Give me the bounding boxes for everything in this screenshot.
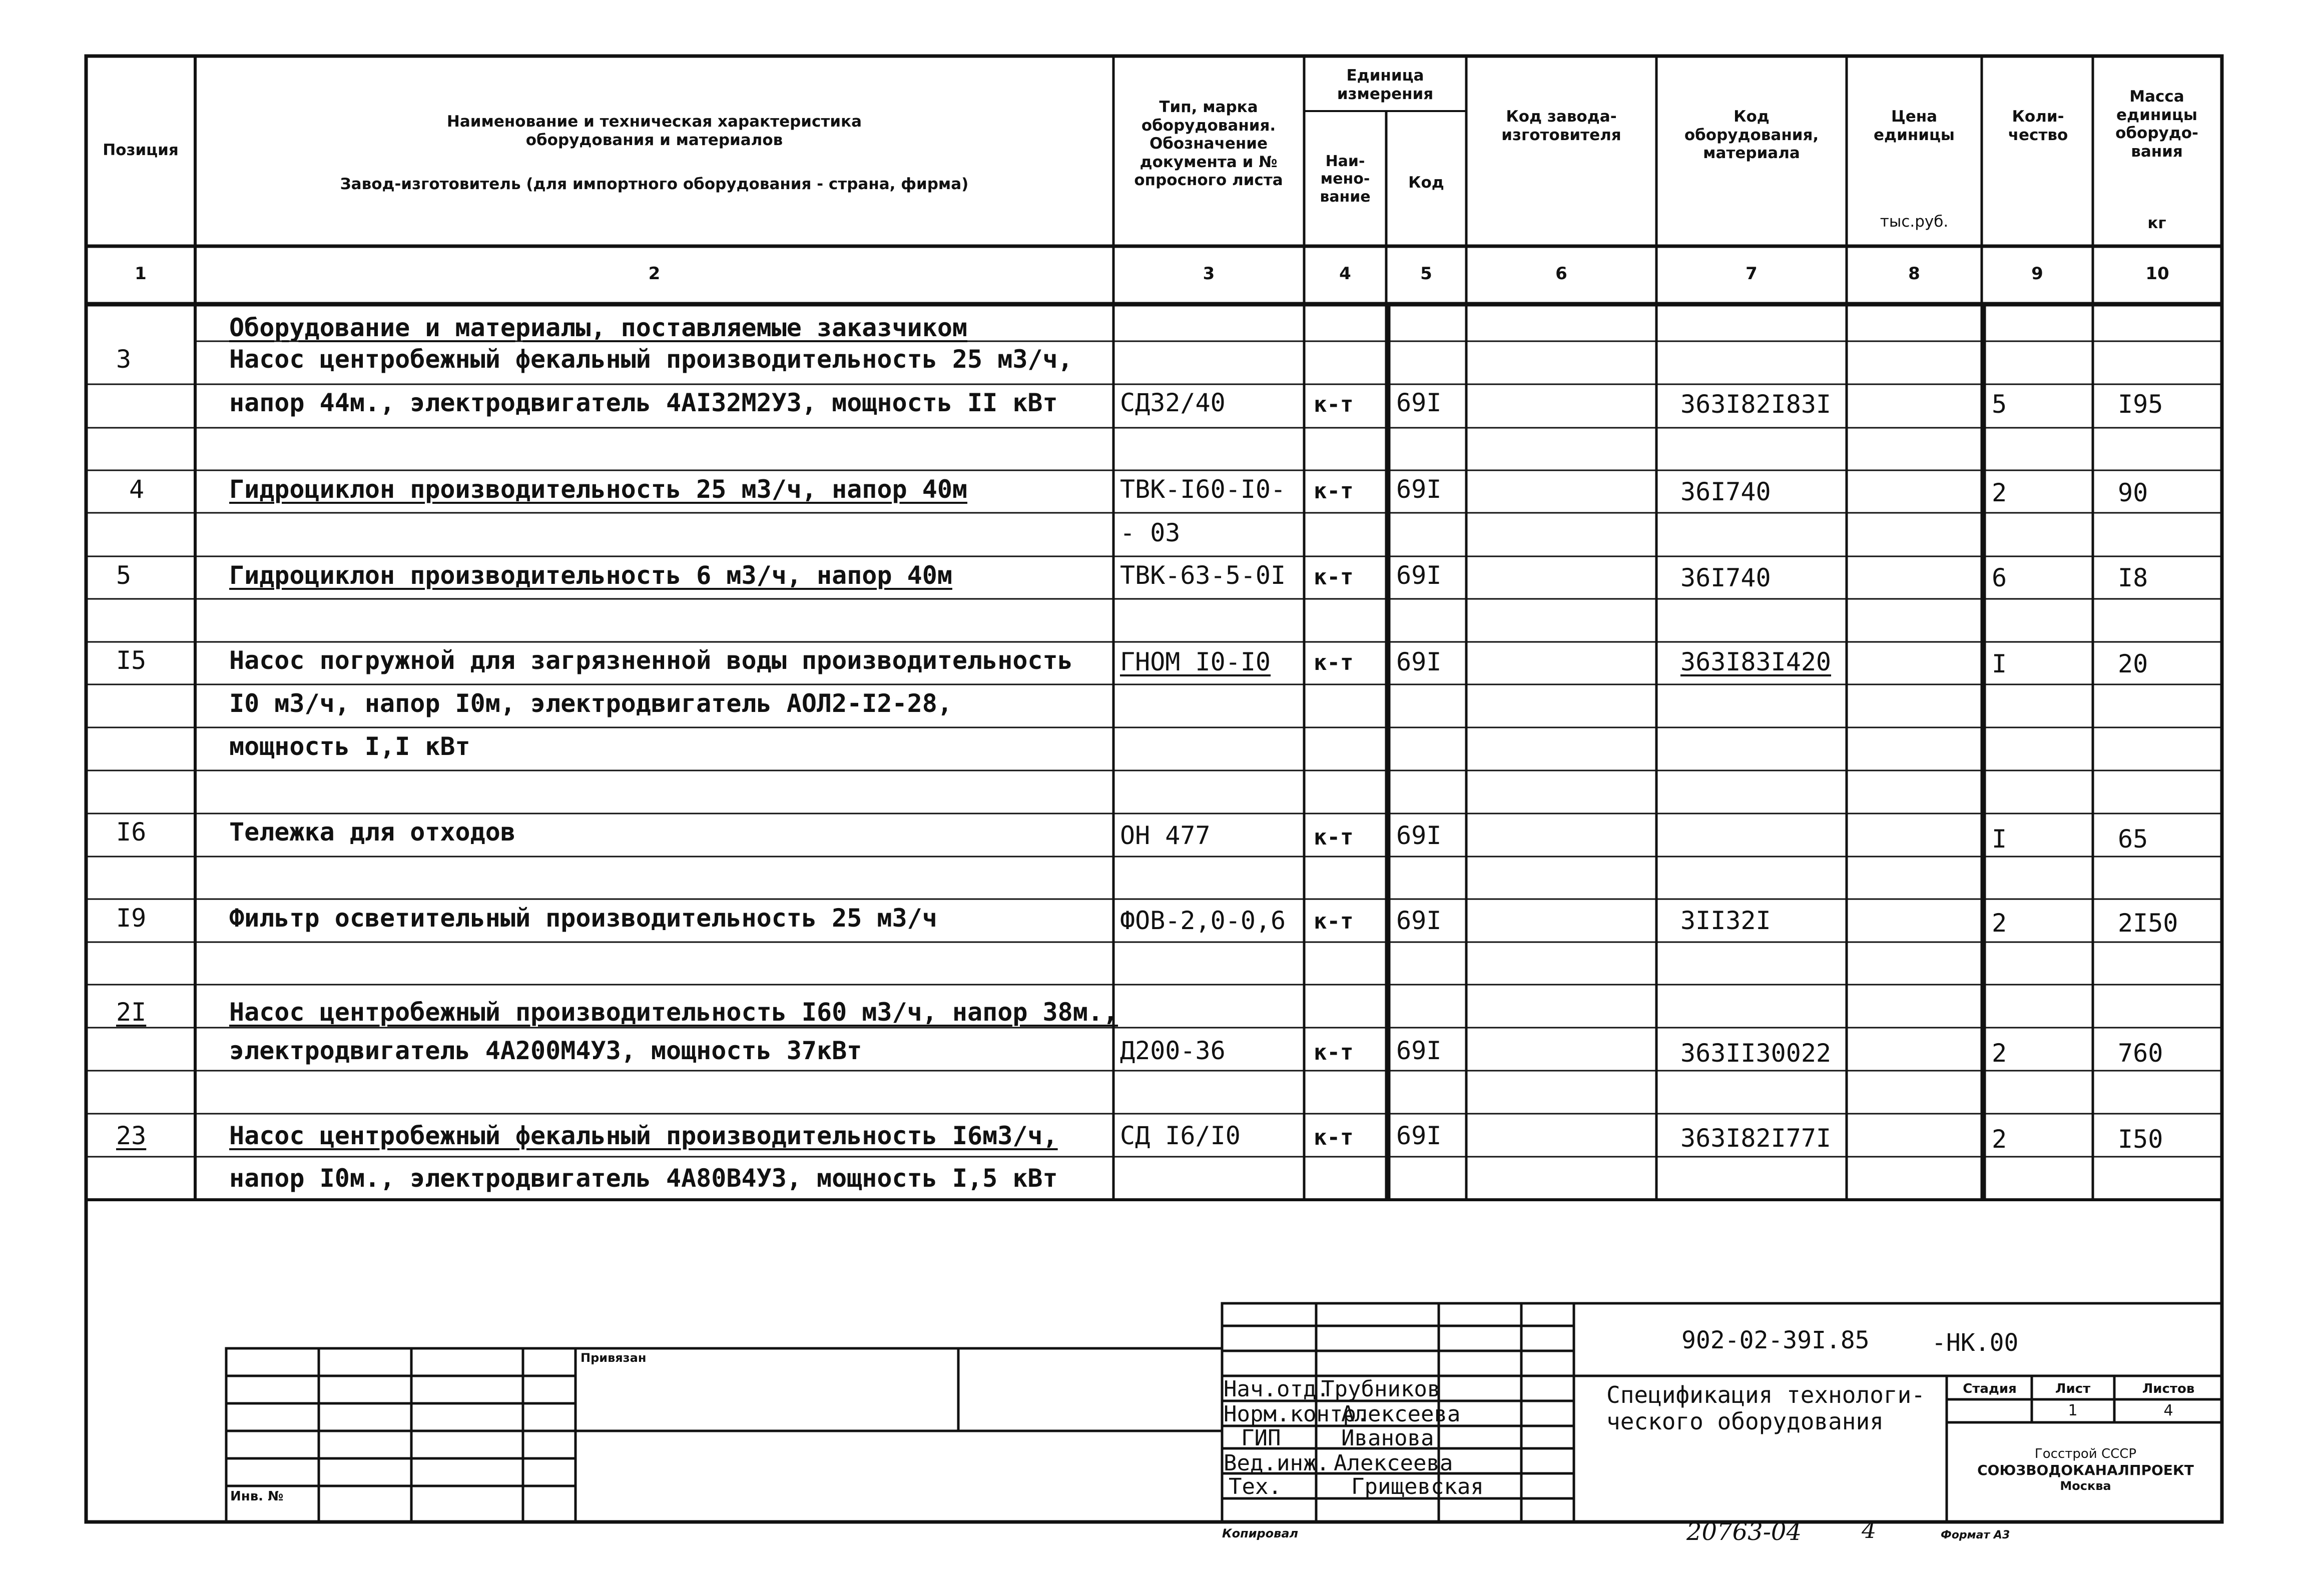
header-price: Цена единицы (1874, 108, 1955, 144)
stamp-person: Иванова (1341, 1425, 1434, 1451)
header-name-line2: оборудования и материалов (525, 131, 783, 149)
row-name-line: напор 44м., электродвигатель 4АI32М2У3, мощность II кВт (229, 388, 1058, 417)
row-name-line: Насос центробежный фекальный производительность 25 м3/ч, (229, 345, 1073, 374)
row-mass: I8 (2118, 563, 2148, 592)
stamp-person: Алексеева (1341, 1401, 1461, 1427)
col-number: 10 (2145, 264, 2169, 284)
col-number: 9 (2031, 264, 2043, 284)
row-type: СД32/40 (1120, 388, 1226, 417)
stamp-person: Трубников (1321, 1376, 1441, 1402)
stamp-person: Грищевская (1351, 1474, 1484, 1499)
row-position: 23 (116, 1121, 147, 1150)
row-name-line: электродвигатель 4А200М4У3, мощность 37кВт (229, 1036, 862, 1065)
row-unit-code: 69I (1396, 1036, 1442, 1065)
row-quantity: 2 (1992, 909, 2007, 938)
row-unit: к-т (1314, 1125, 1354, 1150)
stamp-organization-line2: СОЮЗВОДОКАНАЛПРОЕКТ (1977, 1462, 2194, 1478)
row-quantity: 2 (1992, 1125, 2007, 1154)
stamp-organization-line1: Госстрой СССР (2034, 1446, 2137, 1461)
row-type: Д200-36 (1120, 1036, 1226, 1065)
section-title: Оборудование и материалы, поставляемые заказчиком (229, 313, 968, 342)
col-number: 1 (135, 264, 147, 284)
stamp-sheet-value: 1 (2068, 1402, 2078, 1419)
row-position: I6 (116, 818, 147, 847)
row-name-line: Гидроциклон производительность 25 м3/ч, напор 40м (229, 475, 968, 504)
row-unit-code: 69I (1396, 1121, 1442, 1150)
col-number: 4 (1339, 264, 1351, 284)
header-type: Тип, марка оборудования. Обозначение документа и № опросного листа (1134, 98, 1283, 190)
row-position: 5 (116, 561, 132, 590)
row-name-line: Насос погружной для загрязненной воды производительность (229, 646, 1073, 675)
row-quantity: 2 (1992, 478, 2007, 507)
header-mass-unit: кг (2147, 214, 2166, 232)
stamp-sheets-value: 4 (2163, 1402, 2173, 1419)
header-unit-name: Наи-мено-вание (1320, 153, 1371, 206)
header-unit: Единица измерения (1337, 67, 1434, 103)
stamp-sheet-label: Лист (2055, 1381, 2091, 1396)
row-type: ФОВ-2,0-0,6 (1120, 906, 1286, 935)
row-unit-code: 69I (1396, 475, 1442, 504)
col-number: 5 (1420, 264, 1432, 284)
header-quantity: Коли-чество (2008, 108, 2068, 144)
stamp-role: Тех. (1229, 1474, 1282, 1499)
col-number: 3 (1203, 264, 1215, 284)
col-number: 7 (1746, 264, 1758, 284)
col-number: 6 (1555, 264, 1567, 284)
header-maker-code: Код завода-изготовителя (1501, 108, 1621, 144)
header-position: Позиция (103, 141, 179, 159)
col-number: 8 (1908, 264, 1920, 284)
header-equipment-code: Код оборудования, материала (1684, 108, 1819, 163)
row-position: 3 (116, 345, 132, 374)
row-unit-code: 69I (1396, 561, 1442, 590)
footer-copied-by: Копировал (1222, 1526, 1299, 1540)
row-equipment-code: 36I740 (1680, 563, 1771, 592)
row-name-line: Гидроциклон производительность 6 м3/ч, напор 40м (229, 561, 952, 590)
row-unit: к-т (1314, 1040, 1354, 1065)
row-mass: 2I50 (2118, 909, 2178, 938)
row-mass: I50 (2118, 1125, 2163, 1154)
row-mass: 20 (2118, 649, 2148, 678)
stamp-stage-label: Стадия (1963, 1381, 2017, 1396)
row-position: I5 (116, 646, 147, 675)
row-name-line: Тележка для отходов (229, 818, 515, 847)
row-equipment-code: 363II30022 (1680, 1039, 1832, 1068)
row-quantity: I (1992, 649, 2007, 678)
row-quantity: 6 (1992, 563, 2007, 592)
row-name-line: Насос центробежный производительность I60 м3/ч, напор 38м., (229, 998, 1118, 1027)
row-equipment-code: 3II32I (1680, 906, 1771, 935)
row-unit: к-т (1314, 825, 1354, 850)
row-type: СД I6/I0 (1120, 1121, 1241, 1150)
row-unit: к-т (1314, 564, 1354, 590)
header-price-unit: тыс.руб. (1880, 213, 1949, 231)
row-unit-code: 69I (1396, 906, 1442, 935)
row-unit: к-т (1314, 478, 1354, 504)
header-name-line1: Наименование и техническая характеристика (446, 113, 862, 131)
row-type: ТВК-I60-I0- (1120, 475, 1286, 504)
row-position: 4 (129, 475, 145, 504)
footer-handwritten-number: 20763-04 (1686, 1518, 1802, 1546)
stamp-sheets-label: Листов (2142, 1381, 2195, 1396)
row-name-line: Насос центробежный фекальный производительность I6м3/ч, (229, 1121, 1058, 1150)
stamp-organization-line3: Москва (2060, 1479, 2111, 1493)
header-name-line3: Завод-изготовитель (для импортного оборудования - страна, фирма) (340, 175, 969, 193)
row-equipment-code: 363I82I83I (1680, 390, 1832, 419)
row-unit: к-т (1314, 909, 1354, 934)
stamp-role: Нач.отд. (1224, 1376, 1330, 1402)
row-type: ТВК-63-5-0I (1120, 561, 1286, 590)
row-name-line: мощность I,I кВт (229, 732, 470, 761)
row-unit-code: 69I (1396, 647, 1442, 676)
col-number: 2 (648, 264, 661, 284)
stamp-document-suffix: -НК.00 (1932, 1329, 2019, 1357)
row-name-line: напор I0м., электродвигатель 4А80В4У3, мощность I,5 кВт (229, 1164, 1058, 1193)
stamp-person: Алексеева (1334, 1450, 1453, 1476)
row-quantity: I (1992, 825, 2007, 854)
row-equipment-code: 363I83I420 (1680, 647, 1832, 676)
row-name-line: I0 м3/ч, напор I0м, электродвигатель АОЛ2-I2-28, (229, 689, 952, 718)
row-mass: I95 (2118, 390, 2163, 419)
row-type: ОН 477 (1120, 821, 1211, 850)
row-type-cont: - 03 (1120, 518, 1181, 547)
row-quantity: 5 (1992, 390, 2007, 419)
stamp-role: Норм.контр. (1224, 1401, 1370, 1427)
row-unit: к-т (1314, 392, 1354, 417)
stamp-role: Вед.инж. (1224, 1450, 1330, 1476)
row-quantity: 2 (1992, 1039, 2007, 1068)
footer-handwritten-mark: 4 (1862, 1516, 1877, 1543)
stamp-privyazan: Привязан (581, 1351, 647, 1365)
row-mass: 90 (2118, 478, 2148, 507)
header-unit-code: Код (1408, 174, 1444, 192)
row-mass: 65 (2118, 825, 2148, 854)
row-name-line: Фильтр осветительный производительность 25 м3/ч (229, 904, 937, 933)
stamp-title-line1: Спецификация технологи- (1606, 1381, 1925, 1408)
header-mass: Масса единицы оборудо-вания (2115, 88, 2198, 161)
row-equipment-code: 36I740 (1680, 477, 1771, 506)
row-unit-code: 69I (1396, 388, 1442, 417)
row-unit: к-т (1314, 650, 1354, 675)
stamp-role: ГИП (1241, 1425, 1281, 1451)
row-equipment-code: 363I82I77I (1680, 1124, 1832, 1153)
stamp-document-code: 902-02-39I.85 (1681, 1326, 1870, 1354)
stamp-inventory-number: Инв. № (230, 1489, 284, 1504)
row-unit-code: 69I (1396, 821, 1442, 850)
row-type: ГНОМ I0-I0 (1120, 647, 1271, 676)
row-position: I9 (116, 904, 147, 933)
row-position: 2I (116, 998, 147, 1027)
stamp-title-line2: ческого оборудования (1606, 1408, 1884, 1435)
row-mass: 760 (2118, 1039, 2163, 1068)
footer-format: Формат А3 (1941, 1529, 2010, 1541)
